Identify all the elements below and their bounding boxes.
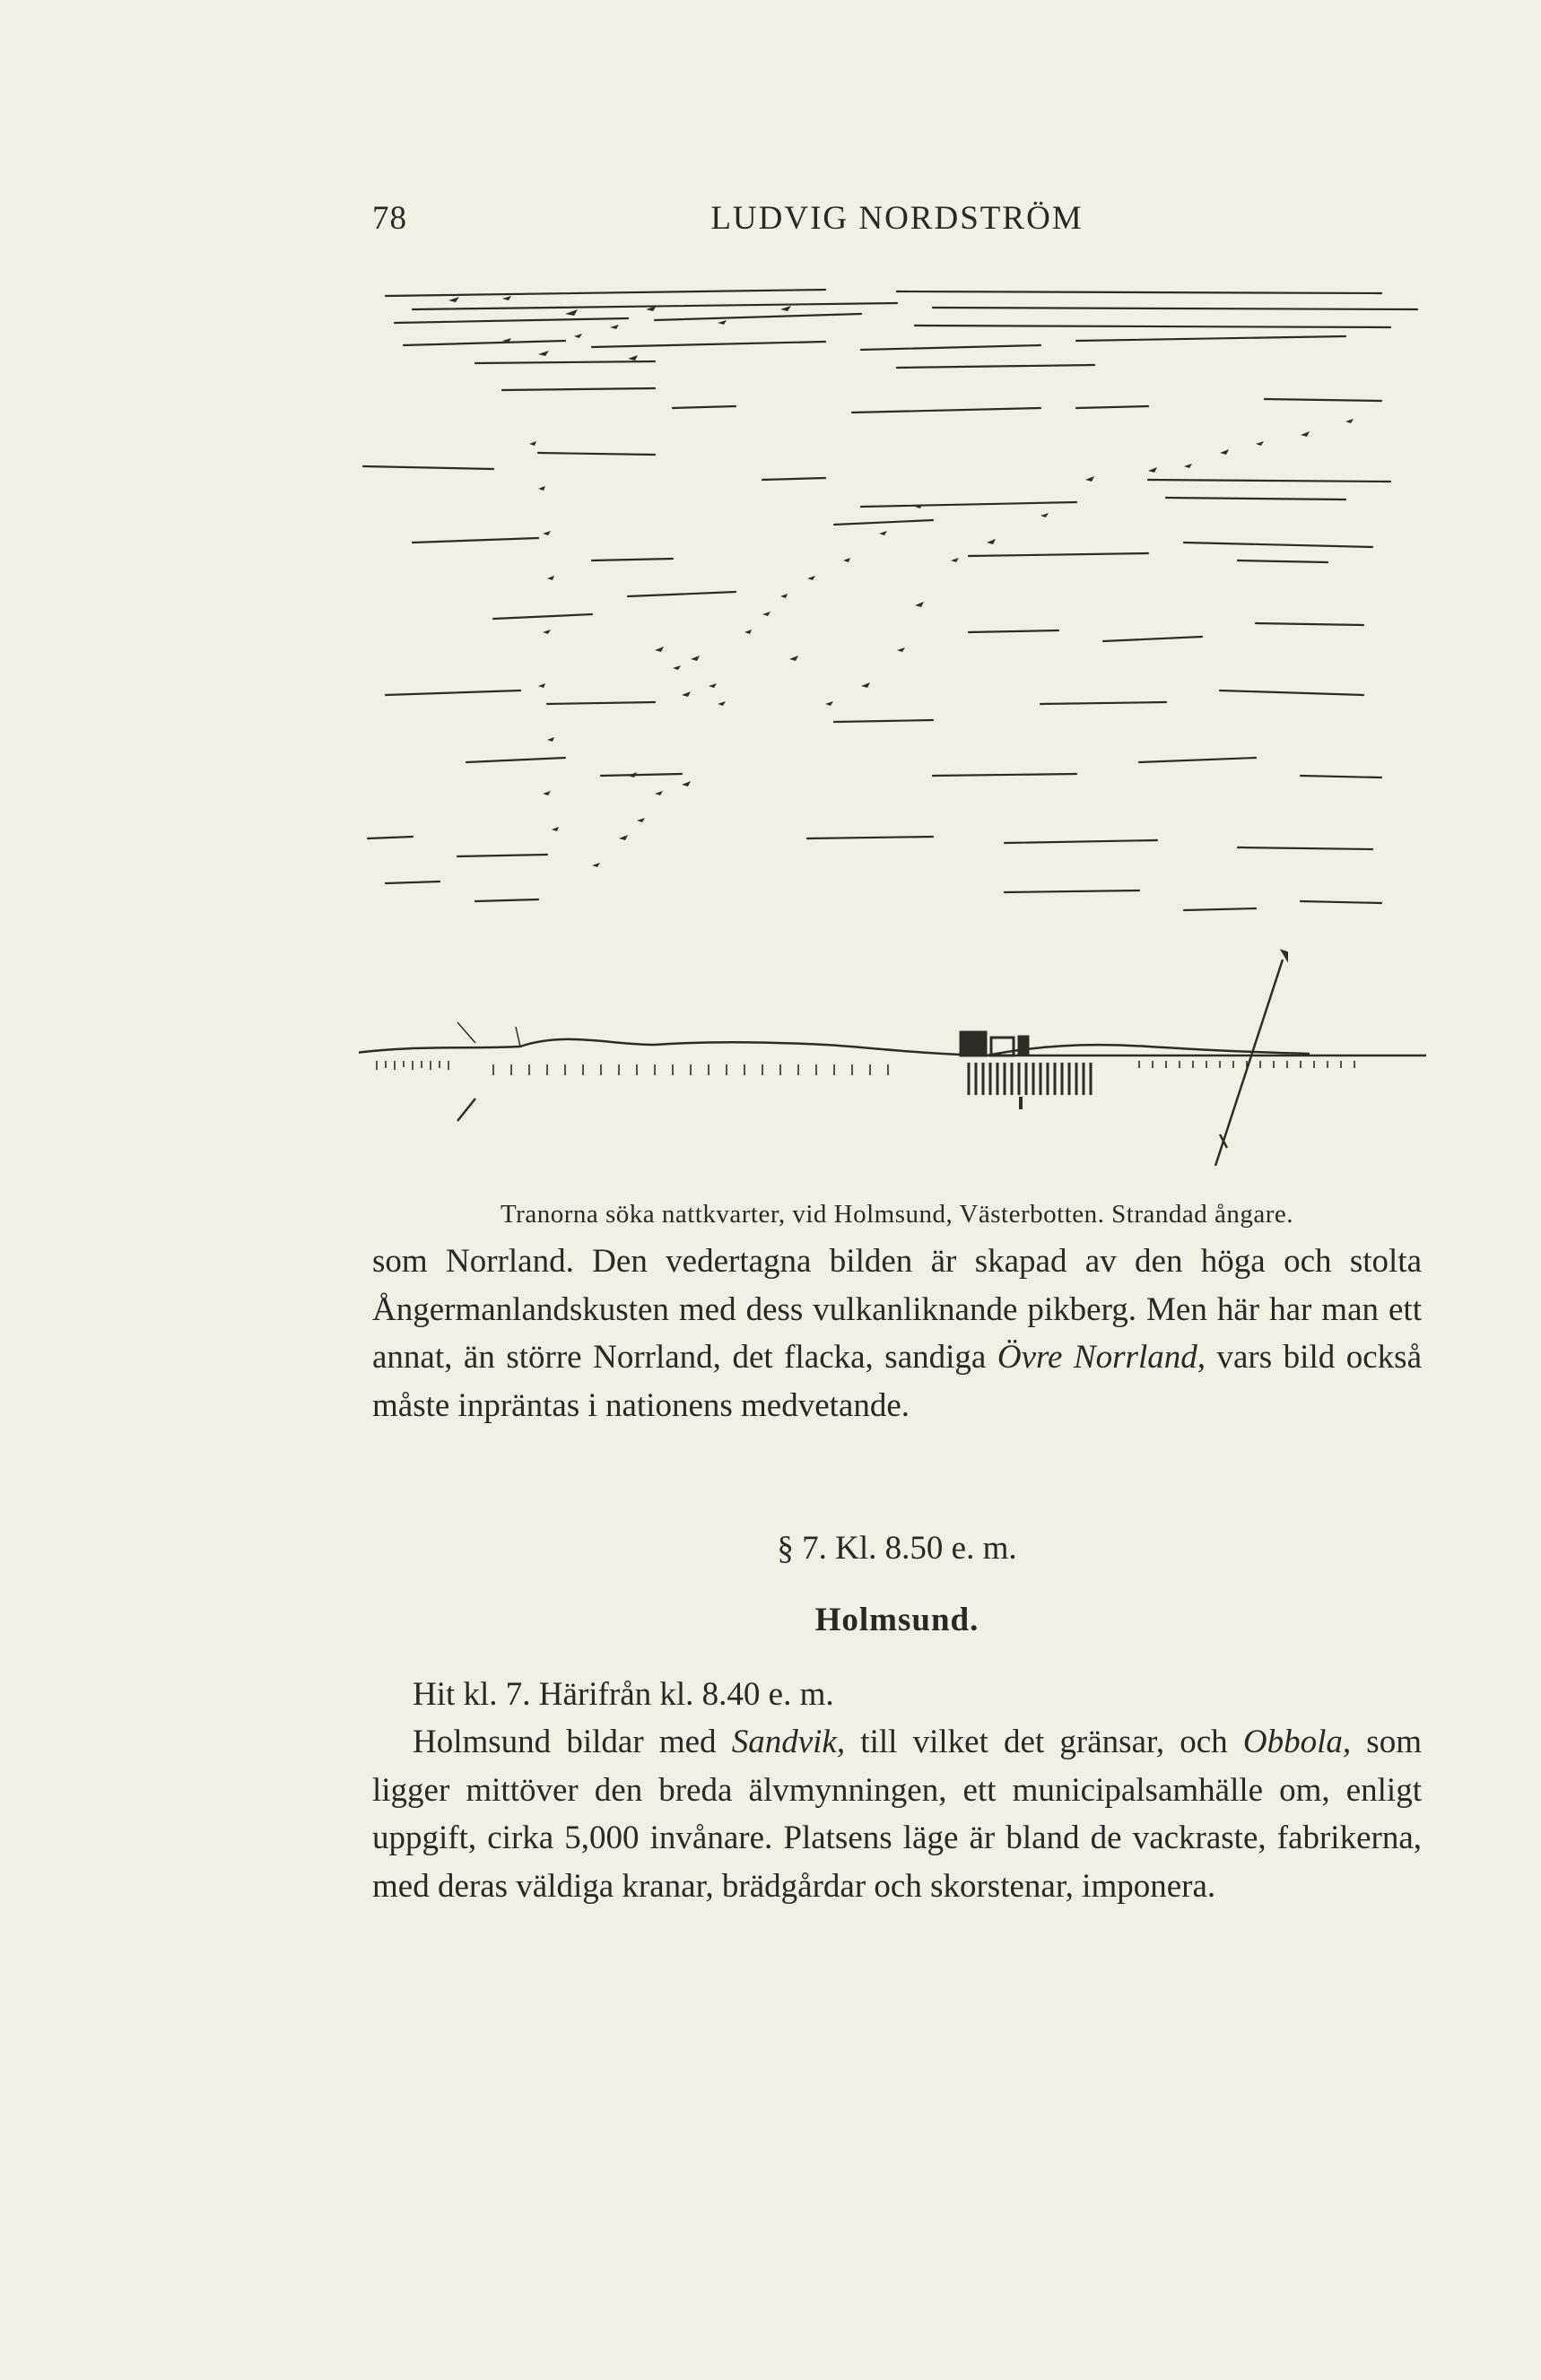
page-header <box>372 199 1422 253</box>
cranes-illustration <box>359 274 1426 1166</box>
paragraph-2-italic-b: Obbola, <box>1242 1724 1352 1760</box>
paragraph-1-italic-a: Övre Norrland, <box>997 1339 1206 1376</box>
illustration-caption: Tranorna söka nattkvarter, vid Holmsund, Västerbotten. Strandad ångare. <box>500 1200 1293 1229</box>
cranes-flock <box>448 296 1354 867</box>
running-title: LUDVIG NORDSTRÖM <box>710 200 1084 237</box>
place-heading: Holmsund. <box>814 1602 979 1638</box>
paragraph-2-text-a: Holmsund bildar med <box>413 1724 732 1760</box>
section-heading: § 7. Kl. 8.50 e. m. <box>777 1530 1017 1567</box>
paragraph-1 <box>372 1238 1422 1429</box>
shoreline <box>359 1022 1426 1055</box>
stranded-steamer-icon <box>960 1031 1103 1109</box>
shore-texture <box>377 1061 1354 1075</box>
paragraph-1-text-a: som Norrland. Den vedertagna bilden är skapad av den höga och stolta Ångermanlandskusten med dess vulkanliknande pikberg. Men här har man ett annat, än större Norrland, det flacka, sandiga <box>372 1243 1422 1376</box>
times-line: Hit kl. 7. Härifrån kl. 8.40 e. m. <box>413 1676 834 1713</box>
paragraph-2-text-c: som ligger mittöver den breda älvmynningen, ett municipalsamhälle om, enligt uppgift, cirka 5,000 invånare. Platsens läge är bland de vackraste, fabrikerna, med deras väldiga kranar, brädgårdar och skorstenar, imponera. <box>372 1724 1422 1905</box>
sea-lines <box>363 290 1417 910</box>
paragraph-2 <box>372 1718 1422 1910</box>
paragraph-2-italic-a: Sandvik, <box>731 1724 846 1760</box>
paragraph-2-text-b: till vilket det gränsar, och <box>845 1724 1243 1760</box>
paragraph-1-text-b: vars bild också måste inpräntas i nationens medvetande. <box>372 1339 1422 1424</box>
reeds <box>457 951 1287 1166</box>
page-number: 78 <box>372 200 407 237</box>
